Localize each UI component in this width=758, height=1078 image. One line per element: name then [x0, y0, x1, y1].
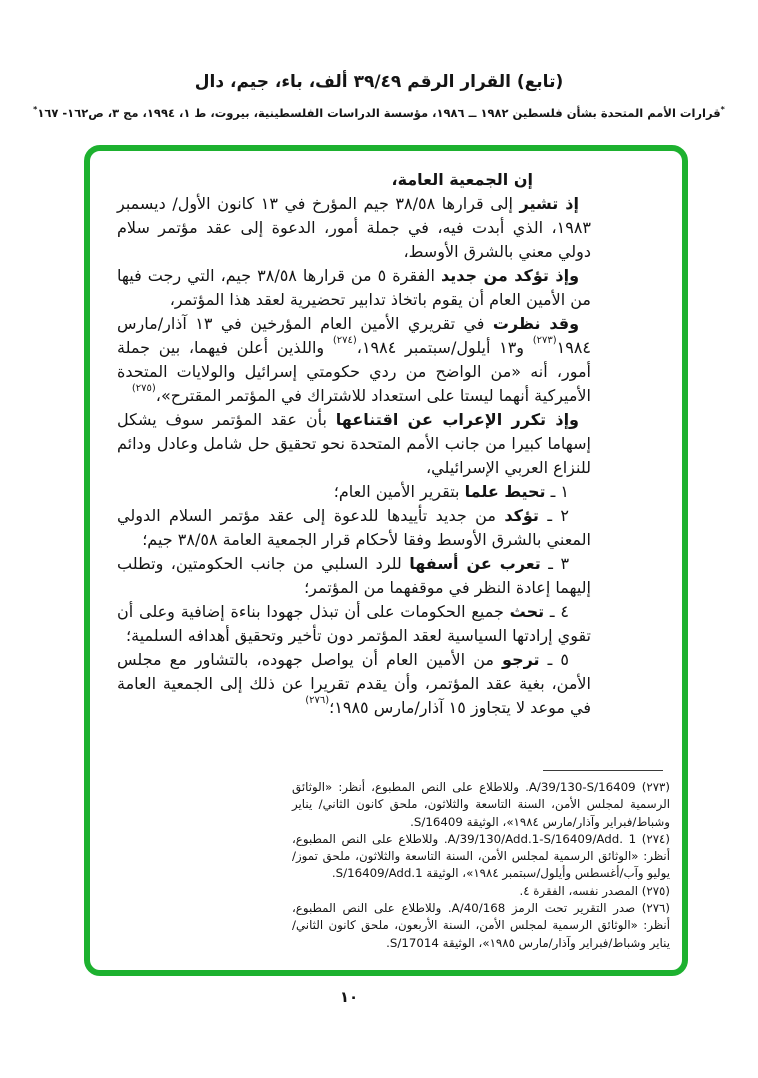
- page-title: (تابع) القرار الرقم ٣٩/٤٩ ألف، باء، جيم، دال: [194, 72, 564, 92]
- footnote: [292, 900, 670, 952]
- paragraph-text: جميع الحكومات على أن تبذل جهودا بناءة إضافية وعلى أن تقوي إرادتها السياسية لعقد المؤتمر دون تأخير وتحقيق أهدافه السلمية؛: [117, 602, 591, 645]
- resolution-paragraph: [117, 480, 591, 504]
- paragraph-text: بأن عقد المؤتمر سوف يشكل إسهاما كبيرا من جانب الأمم المتحدة نحو تحقيق حل شامل وعادل ودائم للنزاع العربي الإسرائيلي،: [117, 410, 591, 477]
- paragraph-text: للرد السلبي من جانب الحكومتين، وتطلب إليهما إعادة النظر في موقفهما من المؤتمر؛: [117, 554, 591, 597]
- footnote-ref: (٢٧٦): [305, 694, 330, 706]
- resolution-paragraph: [117, 504, 591, 552]
- paragraph-text: من الأمين العام أن يواصل جهوده، بالتشاور مع مجلس الأمن، بغية عقد المؤتمر، وأن يقدم تقريرا عن ذلك إلى الجمعية العامة في موعد لا يتجاوز ١٥ آذار/مارس ١٩٨٥؛: [117, 650, 591, 717]
- paragraph-lead: وإذ تكرر الإعراب عن اقتناعها: [335, 410, 579, 429]
- paragraph-text: و١٣ أيلول/سبتمبر ١٩٨٤،: [356, 338, 533, 357]
- paragraph-lead: وإذ تؤكد من جديد: [440, 266, 580, 285]
- footnote-label: (٢٧٥): [638, 883, 670, 898]
- paragraph-text: في تقريري الأمين العام المؤرخين في ١٣ آذار/مارس ١٩٨٤: [117, 314, 592, 357]
- resolution-paragraph: [117, 648, 591, 720]
- paragraph-text: ٣ ـ: [540, 554, 570, 573]
- footnote-text: A/39/130/Add.1-S/16409/Add. 1. وللاطلاع على النص المطبوع، أنظر: «الوثائق الرسمية لمجلس الأمن، السنة التاسعة والثلاثون، ملحق تموز/يوليو وآب/أغسطس وأيلول/سبتمبر ١٩٨٤»، الوثيقة S/16409/Add.1.: [292, 831, 670, 881]
- paragraph-lead: تحيط علما: [464, 482, 546, 501]
- paragraph-text: إلى قرارها ٣٨/٥٨ جيم المؤرخ في ١٣ كانون الأول/ ديسمبر ١٩٨٣، الذي أبدت فيه، في جملة أمور، الدعوة إلى عقد مؤتمر سلام دولي معني بالشرق الأوسط،: [117, 194, 591, 261]
- source-footnote-mark-start: *: [720, 105, 725, 115]
- footnote-label: (٢٧٦): [635, 901, 670, 916]
- paragraph-lead: تؤكد: [504, 506, 539, 525]
- footnote: [292, 831, 670, 883]
- page-number: ١٠: [339, 988, 359, 1006]
- paragraph-text: من جديد تأييدها للدعوة إلى عقد مؤتمر السلام الدولي المعني بالشرق الأوسط وفقا لأحكام قرار الجمعية العامة ٣٨/٥٨ جيم؛: [117, 506, 591, 549]
- paragraph-lead: تحث: [509, 602, 545, 621]
- resolution-body: [117, 168, 591, 720]
- footnote-text: A/39/130-S/16409. وللاطلاع على النص المطبوع، أنظر: «الوثائق الرسمية لمجلس الأمن، السنة التاسعة والثلاثون، ملحق كانون الثاني/ يناير وشباط/فبراير وآذار/مارس ١٩٨٤»، الوثيقة S/16409.: [292, 780, 670, 829]
- paragraph-text: واللذين أعلن فيهما، بين جملة أمور، أنه «من الواضح من ردي حكومتي إسرائيل والولايات المتحدة الأميركية أنهما ليستا على استعداد للاشتراك في المؤتمر المقترح»،: [117, 338, 591, 405]
- paragraph-lead: تعرب عن أسفها: [409, 554, 541, 573]
- paragraph-text: ٥ ـ: [539, 650, 570, 669]
- footnote: [292, 883, 670, 900]
- resolution-paragraph: [117, 552, 591, 600]
- source-citation: [0, 106, 758, 120]
- footnote-ref: (٢٧٣): [532, 334, 557, 346]
- footnote: [292, 779, 670, 831]
- resolution-paragraph: [117, 600, 591, 648]
- paragraph-text: ١ ـ: [545, 482, 569, 501]
- resolution-paragraph: [117, 192, 591, 264]
- resolution-paragraph: [117, 312, 591, 408]
- paragraph-lead: وقد نظرت: [492, 314, 580, 333]
- footnote-label: (٢٧٣): [635, 780, 670, 794]
- paragraph-lead: إذ تشير: [519, 194, 579, 213]
- footnote-ref: (٢٧٤): [332, 334, 357, 346]
- footnote-text: صدر التقرير تحت الرمز A/40/168. وللاطلاع على النص المطبوع، أنظر: «الوثائق الرسمية لمجلس الأمن، السنة الأربعون، ملحق كانون الثاني/يناير وشباط/فبراير وآذار/مارس ١٩٨٥»، الوثيقة S/17014.: [292, 901, 670, 950]
- source-footnote-mark-end: *: [33, 105, 38, 115]
- paragraph-text: ٤ ـ: [544, 602, 570, 621]
- paragraph-text: الفقرة ٥ من قرارها ٣٨/٥٨ جيم، التي رجت فيها من الأمين العام أن يقوم باتخاذ تدابير تحضيرية لعقد هذا المؤتمر،: [117, 266, 591, 309]
- paragraph-lead: ترجو: [502, 650, 540, 669]
- footnote-text: المصدر نفسه، الفقرة ٤.: [519, 883, 639, 898]
- resolution-paragraph: [117, 408, 591, 480]
- footnote-label: (٢٧٤): [636, 831, 670, 846]
- footnotes-list: [292, 779, 670, 952]
- source-citation-text: قرارات الأمم المتحدة بشأن فلسطين ١٩٨٢ ــ ١٩٨٦، مؤسسة الدراسات الفلسطينية، بيروت، ط ١، ١٩٩٤، مج ٣، ص١٦٢- ١٦٧: [37, 106, 721, 120]
- resolution-intro: إن الجمعية العامة،: [391, 170, 533, 189]
- footnote-ref: (٢٧٥): [131, 382, 156, 394]
- footnote-separator: [543, 770, 663, 771]
- paragraph-text: ٢ ـ: [538, 506, 569, 525]
- paragraph-text: بتقرير الأمين العام؛: [333, 482, 465, 501]
- resolution-paragraph: [117, 264, 591, 312]
